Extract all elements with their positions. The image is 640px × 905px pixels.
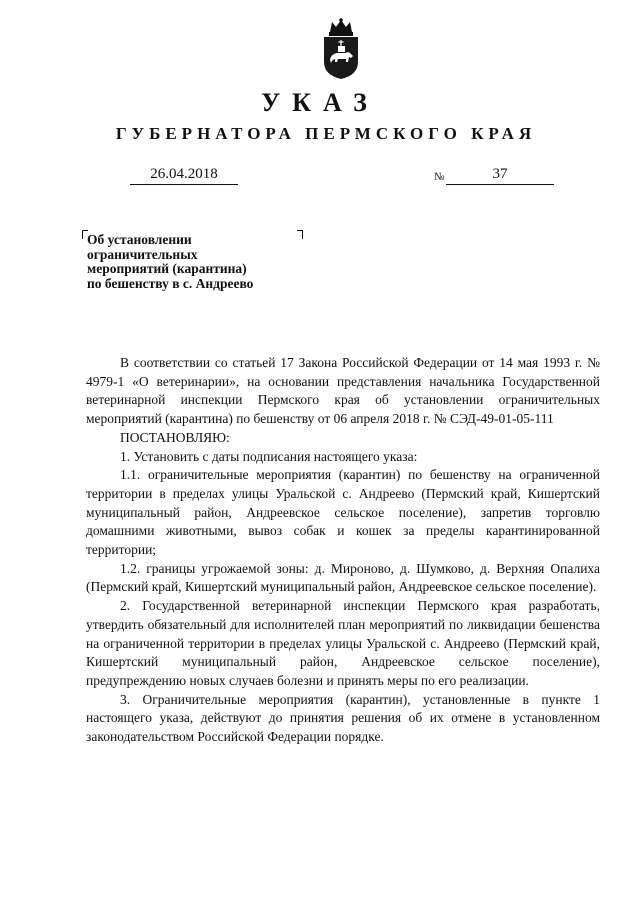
clause-3: 3. Ограничительные мероприятия (карантин), установленные в пункте 1 настоящего указа, действуют до принятия решения об их отмене в установленном законодательством Российской Федерации порядке. [86, 691, 600, 745]
clause-1-2: 1.2. границы угрожаемой зоны: д. Мироново, д. Шумково, д. Верхняя Опалиха (Пермский край, Кишертский муниципальный район, Андреевское сельское поселение). [86, 560, 600, 595]
document-type-title: УКАЗ [261, 88, 379, 117]
clause-2: 2. Государственной ветеринарной инспекции Пермского края разработать, утвердить обязательный для исполнителей план мероприятий по ликвидации бешенства на ограниченной территории в пределах улицы Уральской с. Андреево (Пермский край, Кишертский муниципальный район, Андреевское сельское поселение), предупреждению новых случаев болезни и принять меры по его реализации. [86, 598, 600, 688]
resolution-keyword: ПОСТАНОВЛЯЮ: [120, 429, 230, 445]
heading-line: Об установлении [87, 232, 192, 247]
decree-heading [87, 233, 312, 291]
decree-body [86, 354, 600, 747]
coat-of-arms-icon [318, 18, 364, 80]
issuer-subtitle: ГУБЕРНАТОРА ПЕРМСКОГО КРАЯ [115, 124, 537, 143]
number-label: № [434, 171, 445, 183]
heading-line: ограничительных [87, 246, 198, 262]
heading-line: мероприятий (карантина) [87, 261, 247, 276]
preamble-paragraph: В соответствии со статьей 17 Закона Российской Федерации от 14 мая 1993 г. № 4979-1 «О ветеринарии», на основании представления начальника Государственной ветеринарной инспекции Пермского края об установлении ограничительных мероприятий (карантина) по бешенству от 06 апреля 2018 г. № СЭД-49-01-05-111 [86, 355, 600, 427]
decree-date: 26.04.2018 [130, 165, 238, 185]
clause-1-1: 1.1. ограничительные мероприятия (карантин) по бешенству на ограниченной территории в пределах улицы Уральской с. Андреево (Пермский край, Кишертский муниципальный район, Андреевское сельское поселение), запретив торговлю домашними животными, вывоз собак и кошек за пределы карантинированной территории; [86, 467, 600, 558]
decree-number: 37 [446, 165, 554, 185]
clause-1: 1. Установить с даты подписания настоящего указа: [120, 448, 418, 464]
heading-line: по бешенству в с. Андреево [87, 275, 254, 291]
